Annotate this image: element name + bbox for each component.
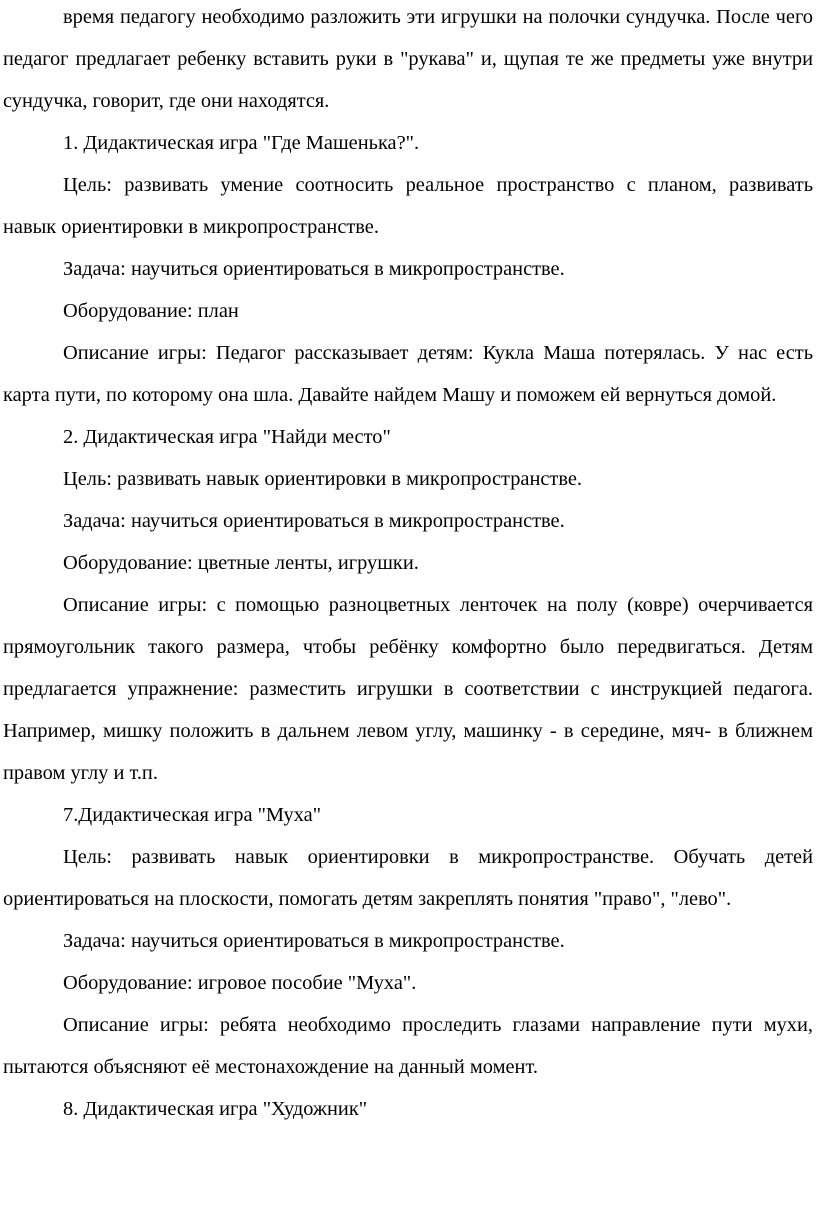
- game-heading-7: 7.Дидактическая игра "Муха": [63, 804, 322, 826]
- game-7-description: Описание игры: ребята необходимо проследить глазами направление пути мухи, пытаются объясняют её местонахождение на данный момент.: [3, 1014, 813, 1078]
- game-heading-2: 2. Дидактическая игра "Найди место": [63, 426, 391, 448]
- game-2-task: Задача: научиться ориентироваться в микропространстве.: [63, 510, 565, 532]
- game-2-equipment: Оборудование: цветные ленты, игрушки.: [63, 552, 419, 574]
- game-1-task: Задача: научиться ориентироваться в микропространстве.: [63, 258, 565, 280]
- game-1-goal: Цель: развивать умение соотносить реальное пространство с планом, развивать навык ориентировки в микропространстве.: [3, 174, 813, 238]
- game-2-description: Описание игры: с помощью разноцветных ленточек на полу (ковре) очерчивается прямоугольник такого размера, чтобы ребёнку комфортно было передвигаться. Детям предлагается упражнение: разместить игрушки в соответствии с инструкцией педагога. Например, мишку положить в дальнем левом углу, машинку - в середине, мяч- в ближнем правом углу и т.п.: [3, 594, 813, 784]
- game-heading-8: 8. Дидактическая игра "Художник": [63, 1098, 368, 1120]
- paragraph-intro-continuation: время педагогу необходимо разложить эти игрушки на полочки сундучка. После чего педагог предлагает ребенку вставить руки в "рукава" и, щупая те же предметы уже внутри сундучка, говорит, где они находятся.: [3, 6, 813, 112]
- game-7-task: Задача: научиться ориентироваться в микропространстве.: [63, 930, 565, 952]
- game-7-equipment: Оборудование: игровое пособие "Муха".: [63, 972, 417, 994]
- game-1-equipment: Оборудование: план: [63, 300, 239, 322]
- game-2-goal: Цель: развивать навык ориентировки в микропространстве.: [63, 468, 582, 490]
- game-heading-1: 1. Дидактическая игра "Где Машенька?".: [63, 132, 420, 154]
- game-1-description: Описание игры: Педагог рассказывает детям: Кукла Маша потерялась. У нас есть карта пути, по которому она шла. Давайте найдем Машу и поможем ей вернуться домой.: [3, 342, 813, 406]
- game-7-goal: Цель: развивать навык ориентировки в микропространстве. Обучать детей ориентироваться на плоскости, помогать детям закреплять понятия "право", "лево".: [3, 846, 813, 910]
